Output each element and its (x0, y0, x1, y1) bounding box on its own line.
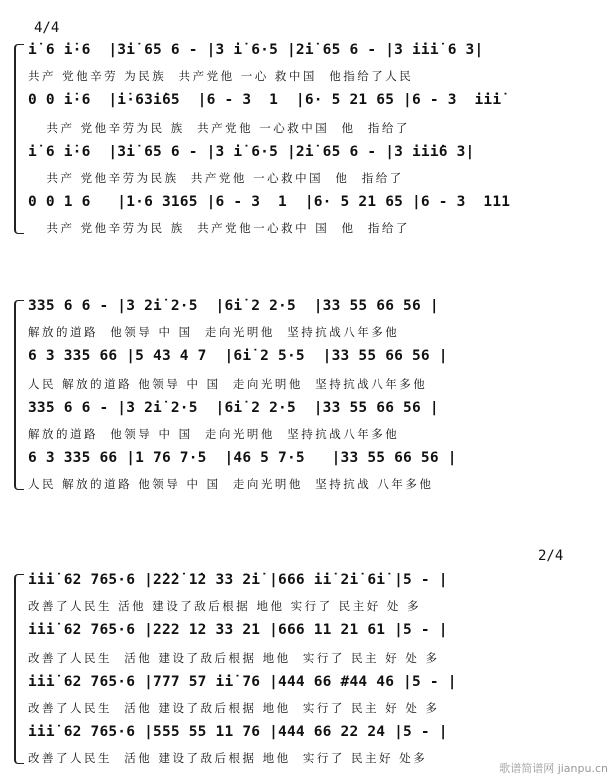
notes-part-1: i̇ 6 i̇·6 |3i̇ 65 6 - |3 i̇ 6·5 |2̇i̇ 65 6 - |3 i̇i̇i̇ 6 3| (28, 42, 484, 58)
lyrics-part-2: 改善了人民生 活他 建设了敌后根据 地他 实行了 民主 好 处 多 (28, 651, 440, 665)
notes-part-2: 6 3 335 66 |5 43 4 7 |6i̇ 2 5·5 |33 55 66 56 | (28, 348, 448, 364)
lyrics-part-4: 共产 党他辛劳为民 族 共产党他一心救中 国 他 指给了 (28, 221, 410, 235)
time-signature-start: 4/4 (34, 20, 60, 36)
site-watermark: 歌谱简谱网 jianpu.cn (499, 762, 608, 775)
lyrics-part-2: 共产 党他辛劳为民 族 共产党他 一心救中国 他 指给了 (28, 121, 410, 135)
lyrics-part-4: 改善了人民生 活他 建设了敌后根据 地他 实行了 民主好 处多 (28, 751, 428, 765)
notes-part-2: i̇i̇i̇ 62 765·6 |222 12 33 21 |666 11 21 61 |5 - | (28, 622, 448, 638)
notes-part-3: 335 6 6 - |3 2i̇ 2·5 |6i̇ 2 2·5 |33 55 66 56 | (28, 400, 439, 416)
notes-part-3: i̇ 6 i̇·6 |3i̇ 65 6 - |3 i̇ 6·5 |2̇i̇ 65 6 - |3 i̇i̇i̇6 3| (28, 144, 475, 160)
notes-part-4: i̇i̇i̇ 62 765·6 |555 55 11 76 |444 66 22 24 |5 - | (28, 724, 448, 740)
notes-part-4: 0 0 1 6 |1·6 3165 |6 - 3 1 |6· 5 21 65 |6 - 3 111 (28, 194, 511, 210)
system-brace (14, 574, 24, 764)
notes-part-2: 0 0 i̇·6 |i̇·63i̇65 |6 - 3 1 |6· 5 21 65 |6 - 3 i̇i̇i̇ (28, 92, 502, 108)
notes-part-3: i̇i̇i̇ 62 765·6 |777 57 i̇i̇ 76 |444 66 #44 46 |5 - | (28, 674, 457, 690)
lyrics-part-1: 改善了人民生 活他 建设了敌后根据 地他 实行了 民主好 处 多 (28, 599, 422, 613)
system-2 (14, 298, 604, 498)
lyrics-part-3: 解放的道路 他领导 中 国 走向光明他 坚持抗战八年多他 (28, 427, 400, 441)
system-brace (14, 44, 24, 234)
notes-part-1: 335 6 6 - |3 2i̇ 2·5 |6i̇ 2 2·5 |33 55 66 56 | (28, 298, 439, 314)
lyrics-part-1: 解放的道路 他领导 中 国 走向光明他 坚持抗战八年多他 (28, 325, 400, 339)
lyrics-part-4: 人民 解放的道路 他领导 中 国 走向光明他 坚持抗战 八年多他 (28, 477, 434, 491)
system-3 (14, 572, 604, 772)
lyrics-part-2: 人民 解放的道路 他领导 中 国 走向光明他 坚持抗战八年多他 (28, 377, 428, 391)
lyrics-part-3: 共产 党他辛劳为民族 共产党他 一心救中国 他 指给了 (28, 171, 404, 185)
time-signature-later: 2/4 (538, 548, 564, 564)
lyrics-part-3: 改善了人民生 活他 建设了敌后根据 地他 实行了 民主 好 处 多 (28, 701, 440, 715)
notes-part-1: i̇i̇i̇ 62 765·6 |2̇2̇2̇ 1̇2 33 2̇i̇ |666 i̇i̇ 2̇i̇ 6i̇ |5 - | (28, 572, 448, 588)
lyrics-part-1: 共产 党他辛劳 为民族 共产党他 一心 救中国 他指给了人民 (28, 69, 414, 83)
notes-part-4: 6 3 335 66 |1 76 7·5 |46 5 7·5 |33 55 66 56 | (28, 450, 457, 466)
system-brace (14, 300, 24, 490)
system-1 (14, 42, 604, 242)
